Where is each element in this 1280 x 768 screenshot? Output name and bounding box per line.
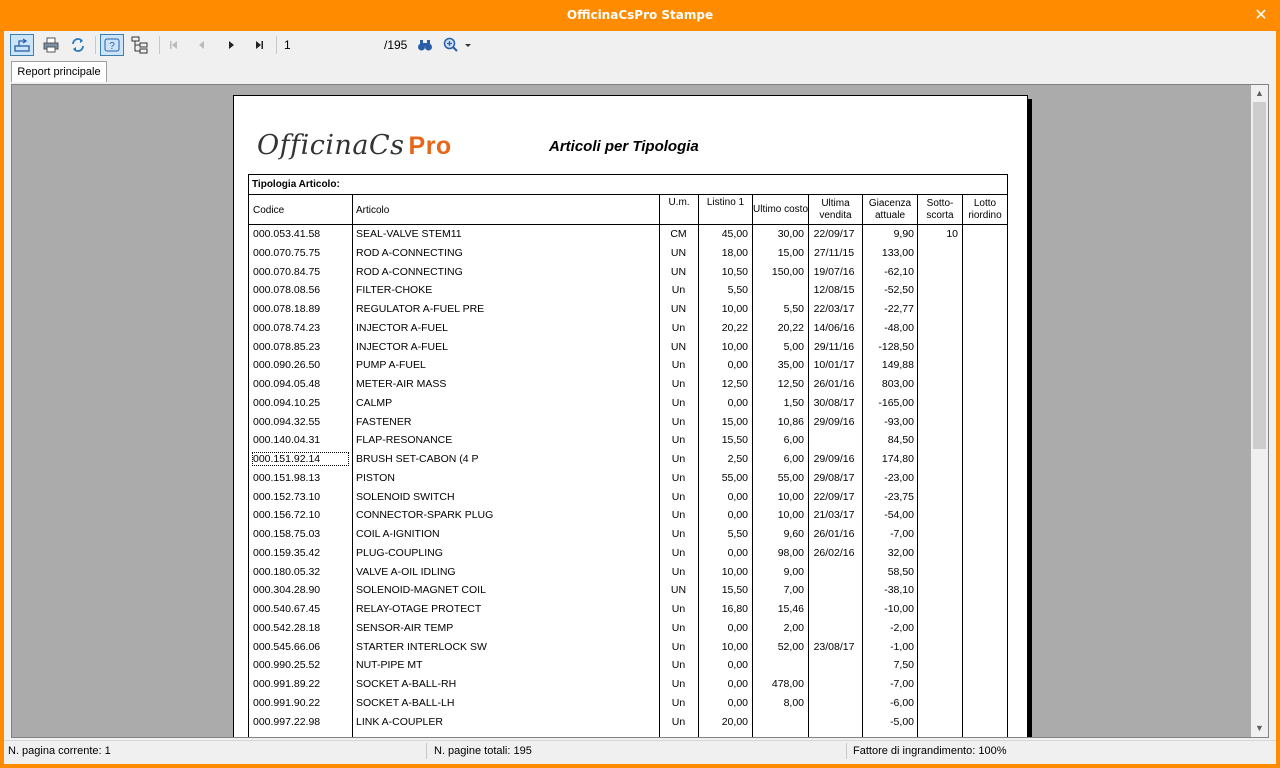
cell-ultimo-costo: 20,22 <box>777 321 804 334</box>
cell-ultima-vendita: 26/02/16 <box>813 546 855 559</box>
cell-giacenza: 174,80 <box>881 453 914 465</box>
cell-articolo: FASTENER <box>356 415 412 428</box>
cell-codice: 000.070.84.75 <box>253 265 321 278</box>
col-um: U.m. <box>659 195 698 225</box>
cell-ultima-vendita: 22/03/17 <box>813 303 855 315</box>
cell-codice: 000.078.74.23 <box>253 321 321 334</box>
cell-articolo: CALMP <box>356 396 393 409</box>
cell-listino: 15,50 <box>721 434 748 447</box>
cell-giacenza: -7,00 <box>890 528 914 540</box>
cell-ultimo-costo: 6,00 <box>783 453 804 465</box>
cell-giacenza: 803,00 <box>881 378 914 390</box>
cell-codice: 000.542.28.18 <box>253 621 321 634</box>
cell-articolo: ROD A-CONNECTING <box>356 265 463 278</box>
cell-ultimo-costo: 150,00 <box>771 265 804 278</box>
find-icon[interactable] <box>413 34 437 56</box>
cell-giacenza: 133,00 <box>881 246 914 259</box>
client-area <box>4 31 1276 764</box>
cell-giacenza: -93,00 <box>884 415 914 428</box>
cell-codice: 000.070.75.75 <box>253 246 321 259</box>
export-icon[interactable] <box>10 34 34 56</box>
cell-giacenza: -52,50 <box>884 284 914 297</box>
cell-ultimo-costo: 1,50 <box>783 396 804 409</box>
col-sottoscorta: Sotto- scorta <box>917 195 962 225</box>
cell-ultimo-costo: 5,00 <box>783 340 804 353</box>
cell-listino: 0,00 <box>727 359 748 372</box>
cell-giacenza: -23,75 <box>884 490 914 503</box>
table-row <box>249 394 1009 413</box>
cell-articolo: SOLENOID-MAGNET COIL <box>356 584 486 597</box>
col-listino: Listino 1 <box>698 195 752 225</box>
col-ultimo-costo: Ultimo costo <box>752 195 808 225</box>
table-row <box>249 413 1009 432</box>
table-row <box>249 600 1009 619</box>
next-page-icon[interactable] <box>219 34 243 56</box>
cell-ultima-vendita: 26/01/16 <box>813 378 855 390</box>
cell-listino: 55,00 <box>721 471 748 484</box>
cell-listino: 10,50 <box>721 265 748 278</box>
cell-codice: 000.990.25.52 <box>253 659 321 672</box>
cell-codice: 000.090.26.50 <box>253 359 321 372</box>
cell-ultimo-costo: 2,00 <box>783 621 804 634</box>
tab-report-principale[interactable]: Report principale <box>11 61 107 82</box>
cell-listino: 0,00 <box>727 546 748 559</box>
cell-giacenza: -5,00 <box>890 715 914 728</box>
cell-listino: 18,00 <box>721 246 748 259</box>
cell-ultimo-costo: 10,00 <box>777 509 804 522</box>
help-icon[interactable] <box>100 34 124 56</box>
cell-ultima-vendita: 29/09/16 <box>813 415 855 428</box>
tab-strip <box>4 59 1276 83</box>
cell-codice: 000.159.35.42 <box>253 546 321 559</box>
cell-listino: 10,00 <box>721 303 748 315</box>
cell-listino: 0,00 <box>727 696 748 709</box>
table-row <box>249 488 1009 507</box>
cell-um: Un <box>671 528 686 540</box>
cell-articolo: BRUSH SET-CABON (4 P <box>356 453 479 465</box>
table-row <box>249 338 1009 357</box>
cell-giacenza: -2,00 <box>890 621 914 634</box>
table-row <box>249 675 1009 694</box>
cell-listino: 15,00 <box>721 415 748 428</box>
cell-articolo: PUMP A-FUEL <box>356 359 426 372</box>
cell-listino: 0,00 <box>727 396 748 409</box>
cell-codice: 000.540.67.45 <box>253 603 321 615</box>
cell-ultimo-costo: 15,00 <box>777 246 804 259</box>
cell-codice: 000.151.98.13 <box>253 471 321 484</box>
cell-listino: 10,00 <box>721 640 748 653</box>
cell-listino: 5,50 <box>727 528 748 540</box>
page-total-label: /195 <box>384 38 408 52</box>
tree-icon[interactable] <box>128 34 152 56</box>
cell-codice: 000.991.90.22 <box>253 696 321 709</box>
cell-ultimo-costo: 8,00 <box>783 696 804 709</box>
group-header: Tipologia Articolo: <box>249 175 1007 195</box>
cell-ultima-vendita: 23/08/17 <box>813 640 855 653</box>
cell-ultimo-costo: 7,00 <box>783 584 804 597</box>
cell-ultimo-costo: 6,00 <box>783 434 804 447</box>
cell-um: UN <box>670 246 687 259</box>
table-row <box>249 319 1009 338</box>
cell-ultimo-costo: 12,50 <box>777 378 804 390</box>
cell-giacenza: -1,00 <box>890 640 914 653</box>
cell-listino: 10,00 <box>721 565 748 578</box>
last-page-icon[interactable] <box>247 34 271 56</box>
cell-listino: 5,50 <box>727 284 748 297</box>
cell-codice: 000.156.72.10 <box>253 509 321 522</box>
cell-listino: 0,00 <box>727 509 748 522</box>
cell-um: Un <box>671 696 686 709</box>
cell-ultima-vendita: 22/09/17 <box>813 490 855 503</box>
table-row <box>249 713 1009 732</box>
status-zoom: Fattore di ingrandimento: 100% <box>853 745 1007 757</box>
cell-codice: 000.094.32.55 <box>253 415 321 428</box>
scroll-thumb[interactable] <box>1253 102 1266 449</box>
cell-um: Un <box>671 434 686 447</box>
table-row <box>249 281 1009 300</box>
cell-ultima-vendita: 12/08/15 <box>813 284 855 297</box>
cell-giacenza: 84,50 <box>887 434 914 447</box>
cell-articolo: PISTON <box>356 471 395 484</box>
cell-codice: 000.152.73.10 <box>253 490 321 503</box>
cell-codice: 000.094.10.25 <box>253 396 321 409</box>
window-title: OfficinaCsPro Stampe <box>566 8 714 22</box>
cell-giacenza: -128,50 <box>878 340 914 353</box>
cell-listino: 0,00 <box>727 621 748 634</box>
cell-um: Un <box>671 359 686 372</box>
col-codice: Codice <box>253 205 285 216</box>
report-viewer <box>11 84 1269 738</box>
cell-um: Un <box>671 603 686 615</box>
cell-ultimo-costo: 98,00 <box>777 546 804 559</box>
cell-ultima-vendita: 10/01/17 <box>813 359 855 372</box>
column-headers <box>249 195 1007 225</box>
cell-codice: 000.140.04.31 <box>253 434 321 447</box>
status-total-pages: N. pagine totali: 195 <box>434 745 532 757</box>
vertical-scrollbar[interactable] <box>1251 85 1268 737</box>
cell-codice: 000.094.05.48 <box>253 378 321 390</box>
print-icon[interactable] <box>39 34 63 56</box>
cell-um: Un <box>671 546 686 559</box>
cell-giacenza: -23,00 <box>884 471 914 484</box>
zoom-icon[interactable] <box>441 34 473 56</box>
table-row <box>249 544 1009 563</box>
cell-codice: 000.997.22.98 <box>253 715 321 728</box>
cell-ultima-vendita: 26/01/16 <box>813 528 855 540</box>
logo-pro: Pro <box>408 132 452 160</box>
col-giacenza: Giacenza attuale <box>862 195 917 225</box>
col-articolo: Articolo <box>352 195 659 225</box>
cell-giacenza: 58,50 <box>887 565 914 578</box>
svg-text:?: ? <box>109 41 115 52</box>
cell-ultima-vendita: 22/09/17 <box>813 228 855 240</box>
cell-giacenza: -165,00 <box>878 396 914 409</box>
cell-articolo: NUT-PIPE MT <box>356 659 423 672</box>
cell-listino: 16,80 <box>721 603 748 615</box>
table-body <box>249 225 1007 738</box>
cell-um: UN <box>670 303 687 315</box>
cell-codice: 000.180.05.32 <box>253 565 321 578</box>
cell-um: Un <box>671 678 686 690</box>
cell-articolo: SENSOR-AIR TEMP <box>356 621 454 634</box>
cell-um: Un <box>671 490 686 503</box>
cell-codice: 000.078.08.56 <box>253 284 321 297</box>
table-row <box>249 581 1009 600</box>
table-row <box>249 450 1009 469</box>
cell-listino: 10,00 <box>721 340 748 353</box>
table-row <box>249 619 1009 638</box>
cell-giacenza: -22,77 <box>884 303 914 315</box>
cell-codice: 000.053.41.58 <box>253 228 321 240</box>
cell-ultimo-costo: 15,46 <box>777 603 804 615</box>
page-number-input[interactable]: 1 <box>284 38 291 52</box>
cell-giacenza: 9,90 <box>893 228 914 240</box>
cell-um: Un <box>671 415 686 428</box>
cell-articolo: PLUG-COUPLING <box>356 546 443 559</box>
cell-listino: 20,00 <box>721 715 748 728</box>
cell-ultimo-costo: 10,00 <box>777 490 804 503</box>
cell-ultimo-costo: 52,00 <box>777 640 804 653</box>
cell-codice: 000.158.75.03 <box>253 528 321 540</box>
cell-codice: 000.078.18.89 <box>253 303 321 315</box>
cell-articolo: METER-AIR MASS <box>356 378 447 390</box>
cell-ultimo-costo: 10,86 <box>777 415 804 428</box>
table-row <box>249 694 1009 713</box>
cell-listino: 20,22 <box>721 321 748 334</box>
cell-ultima-vendita: 21/03/17 <box>813 509 855 522</box>
logo-text: OfficinaCs <box>257 130 405 161</box>
cell-articolo: STARTER INTERLOCK SW <box>356 640 487 653</box>
cell-ultimo-costo: 5,50 <box>783 303 804 315</box>
cell-ultimo-costo: 35,00 <box>777 359 804 372</box>
col-lotto: Lotto riordino <box>962 195 1007 225</box>
cell-giacenza: -54,00 <box>884 509 914 522</box>
status-current-page: N. pagina corrente: 1 <box>8 745 111 757</box>
cell-um: Un <box>671 453 686 465</box>
cell-listino: 0,00 <box>727 659 748 672</box>
cell-articolo: SOCKET A-BALL-LH <box>356 696 455 709</box>
table-row <box>249 656 1009 675</box>
cell-giacenza: -10,00 <box>884 603 914 615</box>
page-shadow <box>1028 99 1032 738</box>
cell-giacenza: -62,10 <box>884 265 914 278</box>
cell-ultima-vendita: 29/09/16 <box>813 453 855 465</box>
cell-articolo: SOCKET A-BALL-RH <box>356 678 457 690</box>
cell-articolo: LINK A-COUPLER <box>356 715 443 728</box>
cell-codice: 000.151.92.14 <box>253 453 348 465</box>
table-row <box>249 300 1009 319</box>
report-title: Articoli per Tipologia <box>549 138 699 155</box>
cell-listino: 15,50 <box>721 584 748 597</box>
cell-listino: 45,00 <box>721 228 748 240</box>
toolbar <box>4 31 1276 59</box>
table-row <box>249 525 1009 544</box>
cell-sottoscorta: 10 <box>946 228 958 240</box>
cell-um: Un <box>671 396 686 409</box>
title-bar <box>0 0 1280 31</box>
cell-articolo: ROD A-CONNECTING <box>356 246 463 259</box>
cell-codice: 000.545.66.06 <box>253 640 321 653</box>
prev-page-icon[interactable] <box>190 34 214 56</box>
cell-um: Un <box>671 565 686 578</box>
report-table <box>248 174 1008 738</box>
report-page <box>233 95 1028 738</box>
cell-um: UN <box>670 265 687 278</box>
table-row <box>249 244 1009 263</box>
cell-codice: 000.991.89.22 <box>253 678 321 690</box>
cell-giacenza: 7,50 <box>893 659 914 672</box>
table-row <box>249 563 1009 582</box>
cell-codice: 000.078.85.23 <box>253 340 321 353</box>
cell-giacenza: 32,00 <box>887 546 914 559</box>
cell-um: Un <box>671 640 686 653</box>
cell-giacenza: -6,00 <box>890 696 914 709</box>
cell-giacenza: 149,88 <box>881 359 914 372</box>
close-button[interactable]: ✕ <box>1254 7 1268 24</box>
status-bar <box>4 740 1276 760</box>
report-logo <box>257 130 452 161</box>
refresh-icon[interactable] <box>66 34 90 56</box>
scroll-down-icon[interactable]: ▼ <box>1255 723 1264 733</box>
scroll-up-icon[interactable]: ▲ <box>1255 88 1264 98</box>
cell-um: Un <box>671 471 686 484</box>
cell-um: UN <box>670 340 687 353</box>
cell-um: CM <box>670 228 687 240</box>
cell-ultima-vendita: 30/08/17 <box>813 396 855 409</box>
cell-ultimo-costo: 55,00 <box>777 471 804 484</box>
cell-giacenza: -7,00 <box>890 678 914 690</box>
first-page-icon[interactable] <box>162 34 186 56</box>
cell-articolo: RELAY-OTAGE PROTECT <box>356 603 482 615</box>
cell-articolo: FILTER-CHOKE <box>356 284 433 297</box>
table-row <box>249 431 1009 450</box>
cell-ultima-vendita: 27/11/15 <box>813 246 855 259</box>
cell-listino: 0,00 <box>727 678 748 690</box>
cell-articolo: SOLENOID SWITCH <box>356 490 455 503</box>
table-row <box>249 263 1009 282</box>
cell-ultimo-costo: 9,00 <box>783 565 804 578</box>
cell-articolo: INJECTOR A-FUEL <box>356 321 448 334</box>
cell-um: Un <box>671 715 686 728</box>
table-row <box>249 469 1009 488</box>
cell-ultimo-costo: 478,00 <box>771 678 804 690</box>
cell-ultimo-costo: 9,60 <box>783 528 804 540</box>
cell-ultimo-costo: 30,00 <box>777 228 804 240</box>
table-row <box>249 638 1009 657</box>
table-row <box>249 375 1009 394</box>
cell-um: Un <box>671 621 686 634</box>
cell-um: Un <box>671 659 686 672</box>
table-row <box>249 225 1009 244</box>
cell-um: Un <box>671 378 686 390</box>
cell-um: Un <box>671 321 686 334</box>
cell-articolo: CONNECTOR-SPARK PLUG <box>356 509 494 522</box>
cell-um: UN <box>670 584 687 597</box>
cell-articolo: VALVE A-OIL IDLING <box>356 565 456 578</box>
cell-articolo: COIL A-IGNITION <box>356 528 440 540</box>
cell-ultima-vendita: 29/11/16 <box>813 340 855 353</box>
cell-articolo: FLAP-RESONANCE <box>356 434 453 447</box>
table-row <box>249 506 1009 525</box>
cell-listino: 12,50 <box>721 378 748 390</box>
cell-ultima-vendita: 29/08/17 <box>813 471 855 484</box>
cell-listino: 0,00 <box>727 490 748 503</box>
cell-um: Un <box>671 509 686 522</box>
cell-giacenza: -38,10 <box>884 584 914 597</box>
cell-articolo: INJECTOR A-FUEL <box>356 340 448 353</box>
cell-articolo: SEAL-VALVE STEM11 <box>356 228 462 240</box>
cell-ultima-vendita: 14/06/16 <box>813 321 855 334</box>
cell-articolo: REGULATOR A-FUEL PRE <box>356 303 485 315</box>
col-ultima-vendita: Ultima vendita <box>808 195 862 225</box>
cell-um: Un <box>671 284 686 297</box>
table-row <box>249 356 1009 375</box>
cell-giacenza: -48,00 <box>884 321 914 334</box>
cell-codice: 000.304.28.90 <box>253 584 321 597</box>
cell-ultima-vendita: 19/07/16 <box>813 265 855 278</box>
cell-listino: 2,50 <box>727 453 748 465</box>
